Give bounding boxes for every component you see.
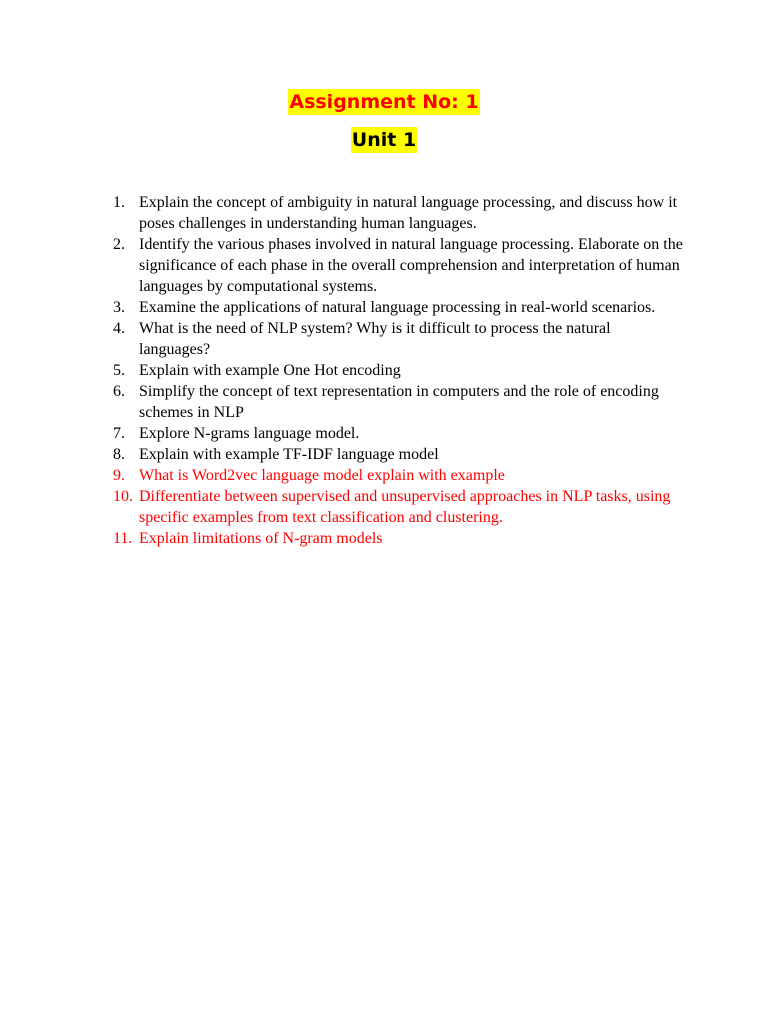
question-list xyxy=(113,192,683,549)
question-text: Examine the applications of natural language processing in real-world scenarios. xyxy=(139,299,656,316)
question-item xyxy=(113,381,683,423)
question-number: 8. xyxy=(113,446,125,463)
question-text: Differentiate between supervised and unsupervised approaches in NLP tasks, using specific examples from text classification and clustering. xyxy=(139,488,671,526)
question-text: Simplify the concept of text representation in computers and the role of encoding schemes in NLP xyxy=(139,383,659,421)
question-number: 1. xyxy=(113,194,125,211)
question-text: What is the need of NLP system? Why is it difficult to process the natural languages? xyxy=(139,320,611,358)
question-text: Explain with example One Hot encoding xyxy=(139,362,401,379)
question-text: Identify the various phases involved in natural language processing. Elaborate on the significance of each phase in the overall comprehension and interpretation of human languages by computational systems. xyxy=(139,236,683,295)
question-number: 9. xyxy=(113,467,125,484)
question-item xyxy=(113,444,683,465)
question-item-highlighted xyxy=(113,528,683,549)
question-item-highlighted xyxy=(113,486,683,528)
question-number: 4. xyxy=(113,320,125,337)
question-text: Explain limitations of N-gram models xyxy=(139,530,383,547)
question-text: Explain with example TF-IDF language model xyxy=(139,446,439,463)
question-number: 2. xyxy=(113,236,125,253)
question-number: 11. xyxy=(113,530,133,547)
question-number: 10. xyxy=(113,488,133,505)
question-item xyxy=(113,360,683,381)
assignment-title: Assignment No: 1 xyxy=(289,91,479,113)
unit-title: Unit 1 xyxy=(351,129,417,151)
question-text: What is Word2vec language model explain with example xyxy=(139,467,505,484)
question-text: Explore N-grams language model. xyxy=(139,425,360,442)
question-number: 5. xyxy=(113,362,125,379)
question-item-highlighted xyxy=(113,465,683,486)
question-item xyxy=(113,192,683,234)
unit-title-row xyxy=(0,127,768,153)
question-item xyxy=(113,318,683,360)
question-item xyxy=(113,297,683,318)
assignment-title-row xyxy=(0,89,768,115)
question-number: 7. xyxy=(113,425,125,442)
question-number: 3. xyxy=(113,299,125,316)
question-text: Explain the concept of ambiguity in natural language processing, and discuss how it poses challenges in understanding human languages. xyxy=(139,194,678,232)
question-number: 6. xyxy=(113,383,125,400)
question-item xyxy=(113,423,683,444)
question-item xyxy=(113,234,683,297)
